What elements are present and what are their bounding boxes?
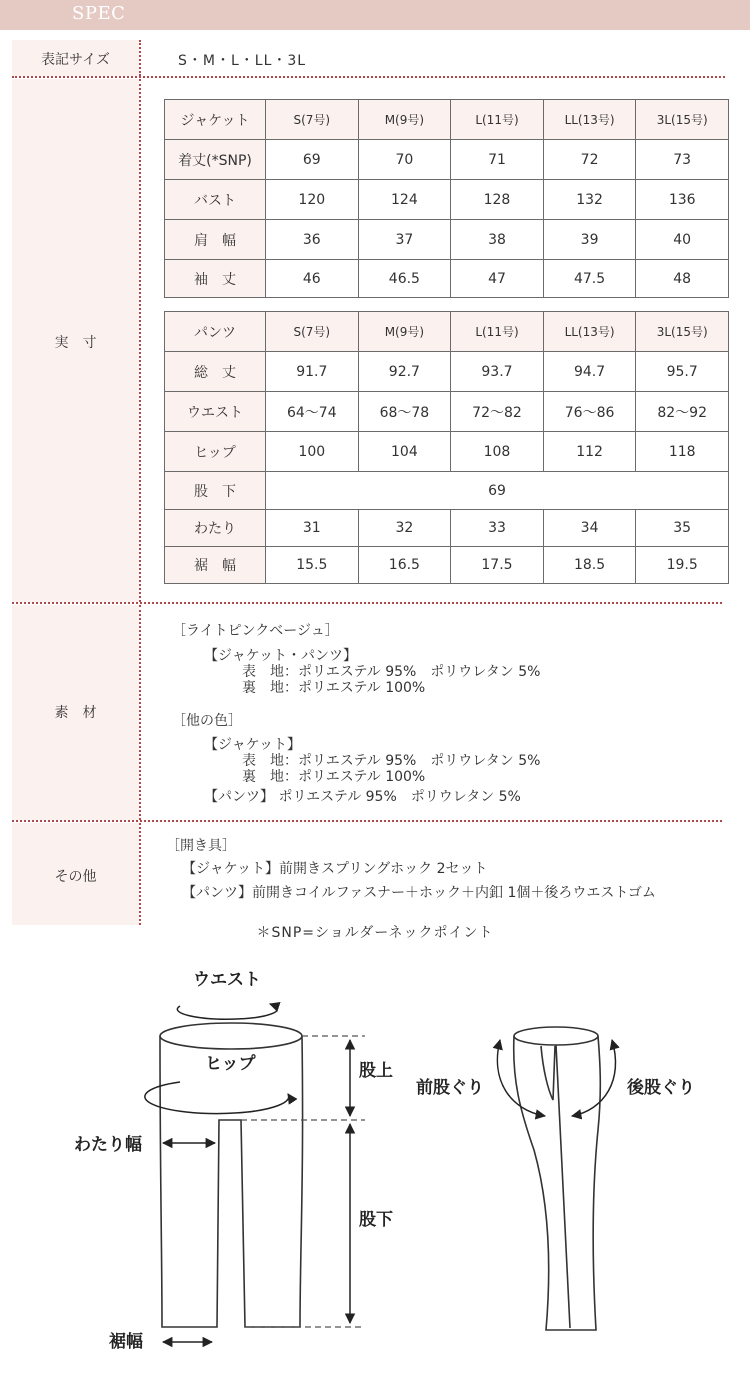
side-pants-illustration <box>514 1027 601 1330</box>
table-cell: 16.5 <box>358 547 451 584</box>
other-pants: 【パンツ】前開きコイルファスナー＋ホック＋内釦 1個＋後ろウエストゴム <box>182 885 656 901</box>
row-header: わたり <box>165 510 266 547</box>
size-list: S・M・L・LL・3L <box>178 53 307 69</box>
column-header: S(7号) <box>266 312 359 352</box>
snp-note: ＊SNP=ショルダーネックポイント <box>256 925 494 941</box>
column-header: パンツ <box>165 312 266 352</box>
table-row <box>165 260 729 298</box>
divider-vertical <box>139 40 141 76</box>
waist-arrow <box>177 1004 277 1019</box>
table-cell: 46 <box>266 260 359 298</box>
table-cell: 124 <box>358 180 451 220</box>
column-header: L(11号) <box>451 100 544 140</box>
table-row <box>165 392 729 432</box>
table-cell: 132 <box>543 180 636 220</box>
table-cell: 37 <box>358 220 451 260</box>
table-cell: 92.7 <box>358 352 451 392</box>
table-cell: 17.5 <box>451 547 544 584</box>
row-header: ウエスト <box>165 392 266 432</box>
row-header: 股 下 <box>165 472 266 510</box>
hem-label: 裾幅 <box>109 1332 143 1352</box>
column-header: ジャケット <box>165 100 266 140</box>
table-cell: 31 <box>266 510 359 547</box>
table-header-row <box>165 100 729 140</box>
other-jacket: 【ジャケット】前開きスプリングホック 2セット <box>182 861 488 877</box>
divider-vertical <box>139 605 141 820</box>
table-cell: 35 <box>636 510 729 547</box>
table-cell: 72 <box>543 140 636 180</box>
table-cell: 69 <box>266 140 359 180</box>
hip-label: ヒップ <box>205 1054 256 1074</box>
table-cell: 136 <box>636 180 729 220</box>
material-color1-lining: 裏 地：ポリエステル 100% <box>242 680 426 696</box>
back-rise-label: 後股ぐり <box>627 1078 695 1098</box>
column-header: M(9号) <box>358 100 451 140</box>
table-cell: 33 <box>451 510 544 547</box>
divider-vertical <box>139 79 141 602</box>
hip-arrow <box>145 1082 289 1114</box>
table-cell: 112 <box>543 432 636 472</box>
table-cell: 68〜78 <box>358 392 451 432</box>
table-row <box>165 220 729 260</box>
material-label: 素 材 <box>54 705 97 721</box>
table-cell: 38 <box>451 220 544 260</box>
divider-horizontal <box>12 76 725 78</box>
material-color2-pants: 【パンツ】 ポリエステル 95% ポリウレタン 5% <box>204 789 521 805</box>
spec-title: SPEC <box>72 3 126 24</box>
row-header: 着丈(*SNP) <box>165 140 266 180</box>
row-header: 裾 幅 <box>165 547 266 584</box>
spec-header <box>0 0 750 30</box>
material-color1-outer: 表 地：ポリエステル 95% ポリウレタン 5% <box>242 664 541 680</box>
table-cell: 94.7 <box>543 352 636 392</box>
column-header: 3L(15号) <box>636 312 729 352</box>
table-cell: 47.5 <box>543 260 636 298</box>
table-cell: 34 <box>543 510 636 547</box>
table-row <box>165 352 729 392</box>
row-header: ヒップ <box>165 432 266 472</box>
thigh-label: わたり幅 <box>74 1135 142 1155</box>
table-cell: 76〜86 <box>543 392 636 432</box>
row-header: バスト <box>165 180 266 220</box>
sizes-label: 表記サイズ <box>41 52 110 68</box>
pants-size-table <box>164 311 729 584</box>
table-cell: 100 <box>266 432 359 472</box>
table-cell: 128 <box>451 180 544 220</box>
jacket-size-table <box>164 99 729 298</box>
table-row <box>165 472 729 510</box>
pants-measurement-diagram <box>0 950 750 1370</box>
table-cell: 36 <box>266 220 359 260</box>
table-cell: 18.5 <box>543 547 636 584</box>
table-cell: 118 <box>636 432 729 472</box>
table-cell: 91.7 <box>266 352 359 392</box>
table-cell: 73 <box>636 140 729 180</box>
table-cell: 47 <box>451 260 544 298</box>
table-row <box>165 547 729 584</box>
other-label: その他 <box>54 869 97 885</box>
column-header: LL(13号) <box>543 312 636 352</box>
table-cell: 93.7 <box>451 352 544 392</box>
table-cell: 70 <box>358 140 451 180</box>
table-row <box>165 432 729 472</box>
table-cell: 39 <box>543 220 636 260</box>
table-row <box>165 180 729 220</box>
column-header: L(11号) <box>451 312 544 352</box>
table-header-row <box>165 312 729 352</box>
table-cell: 32 <box>358 510 451 547</box>
other-heading: ［開き具］ <box>166 838 236 854</box>
material-color2-heading: ［他の色］ <box>172 713 242 729</box>
row-header: 総 丈 <box>165 352 266 392</box>
material-color2-outer: 表 地：ポリエステル 95% ポリウレタン 5% <box>242 753 541 769</box>
table-cell: 15.5 <box>266 547 359 584</box>
table-cell: 108 <box>451 432 544 472</box>
measure-label: 実 寸 <box>54 335 97 351</box>
material-color2-lining: 裏 地：ポリエステル 100% <box>242 769 426 785</box>
divider-horizontal <box>12 820 722 822</box>
row-header: 肩 幅 <box>165 220 266 260</box>
table-cell-merged: 69 <box>266 472 729 510</box>
table-row <box>165 140 729 180</box>
material-color2-item: 【ジャケット】 <box>204 737 302 753</box>
front-rise-arrow <box>497 1040 545 1116</box>
table-cell: 19.5 <box>636 547 729 584</box>
inseam-label: 股下 <box>359 1210 393 1230</box>
waist-label: ウエスト <box>193 970 261 990</box>
column-header: LL(13号) <box>543 100 636 140</box>
table-cell: 48 <box>636 260 729 298</box>
table-cell: 120 <box>266 180 359 220</box>
table-cell: 46.5 <box>358 260 451 298</box>
table-cell: 71 <box>451 140 544 180</box>
column-header: M(9号) <box>358 312 451 352</box>
column-header: S(7号) <box>266 100 359 140</box>
table-cell: 104 <box>358 432 451 472</box>
divider-horizontal <box>12 602 722 604</box>
rise-label: 股上 <box>359 1061 393 1081</box>
table-cell: 82〜92 <box>636 392 729 432</box>
table-cell: 40 <box>636 220 729 260</box>
material-color1-item: 【ジャケット・パンツ】 <box>204 648 358 664</box>
front-rise-label: 前股ぐり <box>416 1078 484 1098</box>
divider-vertical <box>139 823 141 925</box>
row-header: 袖 丈 <box>165 260 266 298</box>
column-header: 3L(15号) <box>636 100 729 140</box>
table-cell: 72〜82 <box>451 392 544 432</box>
table-row <box>165 510 729 547</box>
table-cell: 64〜74 <box>266 392 359 432</box>
table-cell: 95.7 <box>636 352 729 392</box>
back-rise-arrow <box>572 1040 616 1116</box>
material-color1-heading: ［ライトピンクベージュ］ <box>172 623 339 639</box>
